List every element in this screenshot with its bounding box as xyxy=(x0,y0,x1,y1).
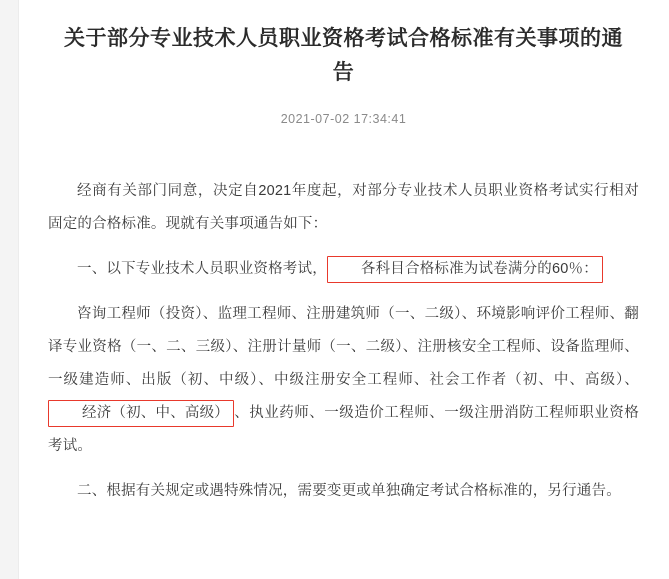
left-margin-rail xyxy=(0,0,19,579)
highlight-box-pass-standard: 各科目合格标准为试卷满分的60％： xyxy=(327,256,603,283)
exam-list-part-one: 咨询工程师（投资）、监理工程师、注册建筑师（一、二级）、环境影响评价工程师、翻译专业资格（一、二、三级）、注册计量师（一、二级）、注册核安全工程师、设备监理师、一级建造师、出版（初、中级）、中级注册安全工程师、社会工作者（初、中、高级）、 xyxy=(48,306,639,388)
document-content xyxy=(18,0,669,579)
paragraph-intro-text: 经商有关部门同意，决定自2021年度起，对部分专业技术人员职业资格考试实行相对固定的合格标准。现就有关事项通告如下： xyxy=(48,183,639,232)
paragraph-item-two xyxy=(48,475,639,508)
paragraph-intro xyxy=(48,175,639,241)
paragraph-item-one-prefix: 一、以下专业技术人员职业资格考试， xyxy=(77,261,327,277)
paragraph-item-two-text: 二、根据有关规定或遇特殊情况，需要变更或单独确定考试合格标准的，另行通告。 xyxy=(77,483,621,499)
header-divider xyxy=(48,144,639,145)
paragraph-item-one xyxy=(48,253,639,286)
exam-list-part-two: 、执业药师、一级造价工程师、一级注册消防工程师职业资格考试。 xyxy=(48,405,639,454)
page-title: 关于部分专业技术人员职业资格考试合格标准有关事项的通告 xyxy=(64,27,623,84)
publish-timestamp: 2021-07-02 17:34:41 xyxy=(280,112,407,126)
paragraph-exam-list xyxy=(48,298,639,463)
highlight-box-economics: 经济（初、中、高级） xyxy=(48,400,234,427)
document-body xyxy=(48,175,639,508)
